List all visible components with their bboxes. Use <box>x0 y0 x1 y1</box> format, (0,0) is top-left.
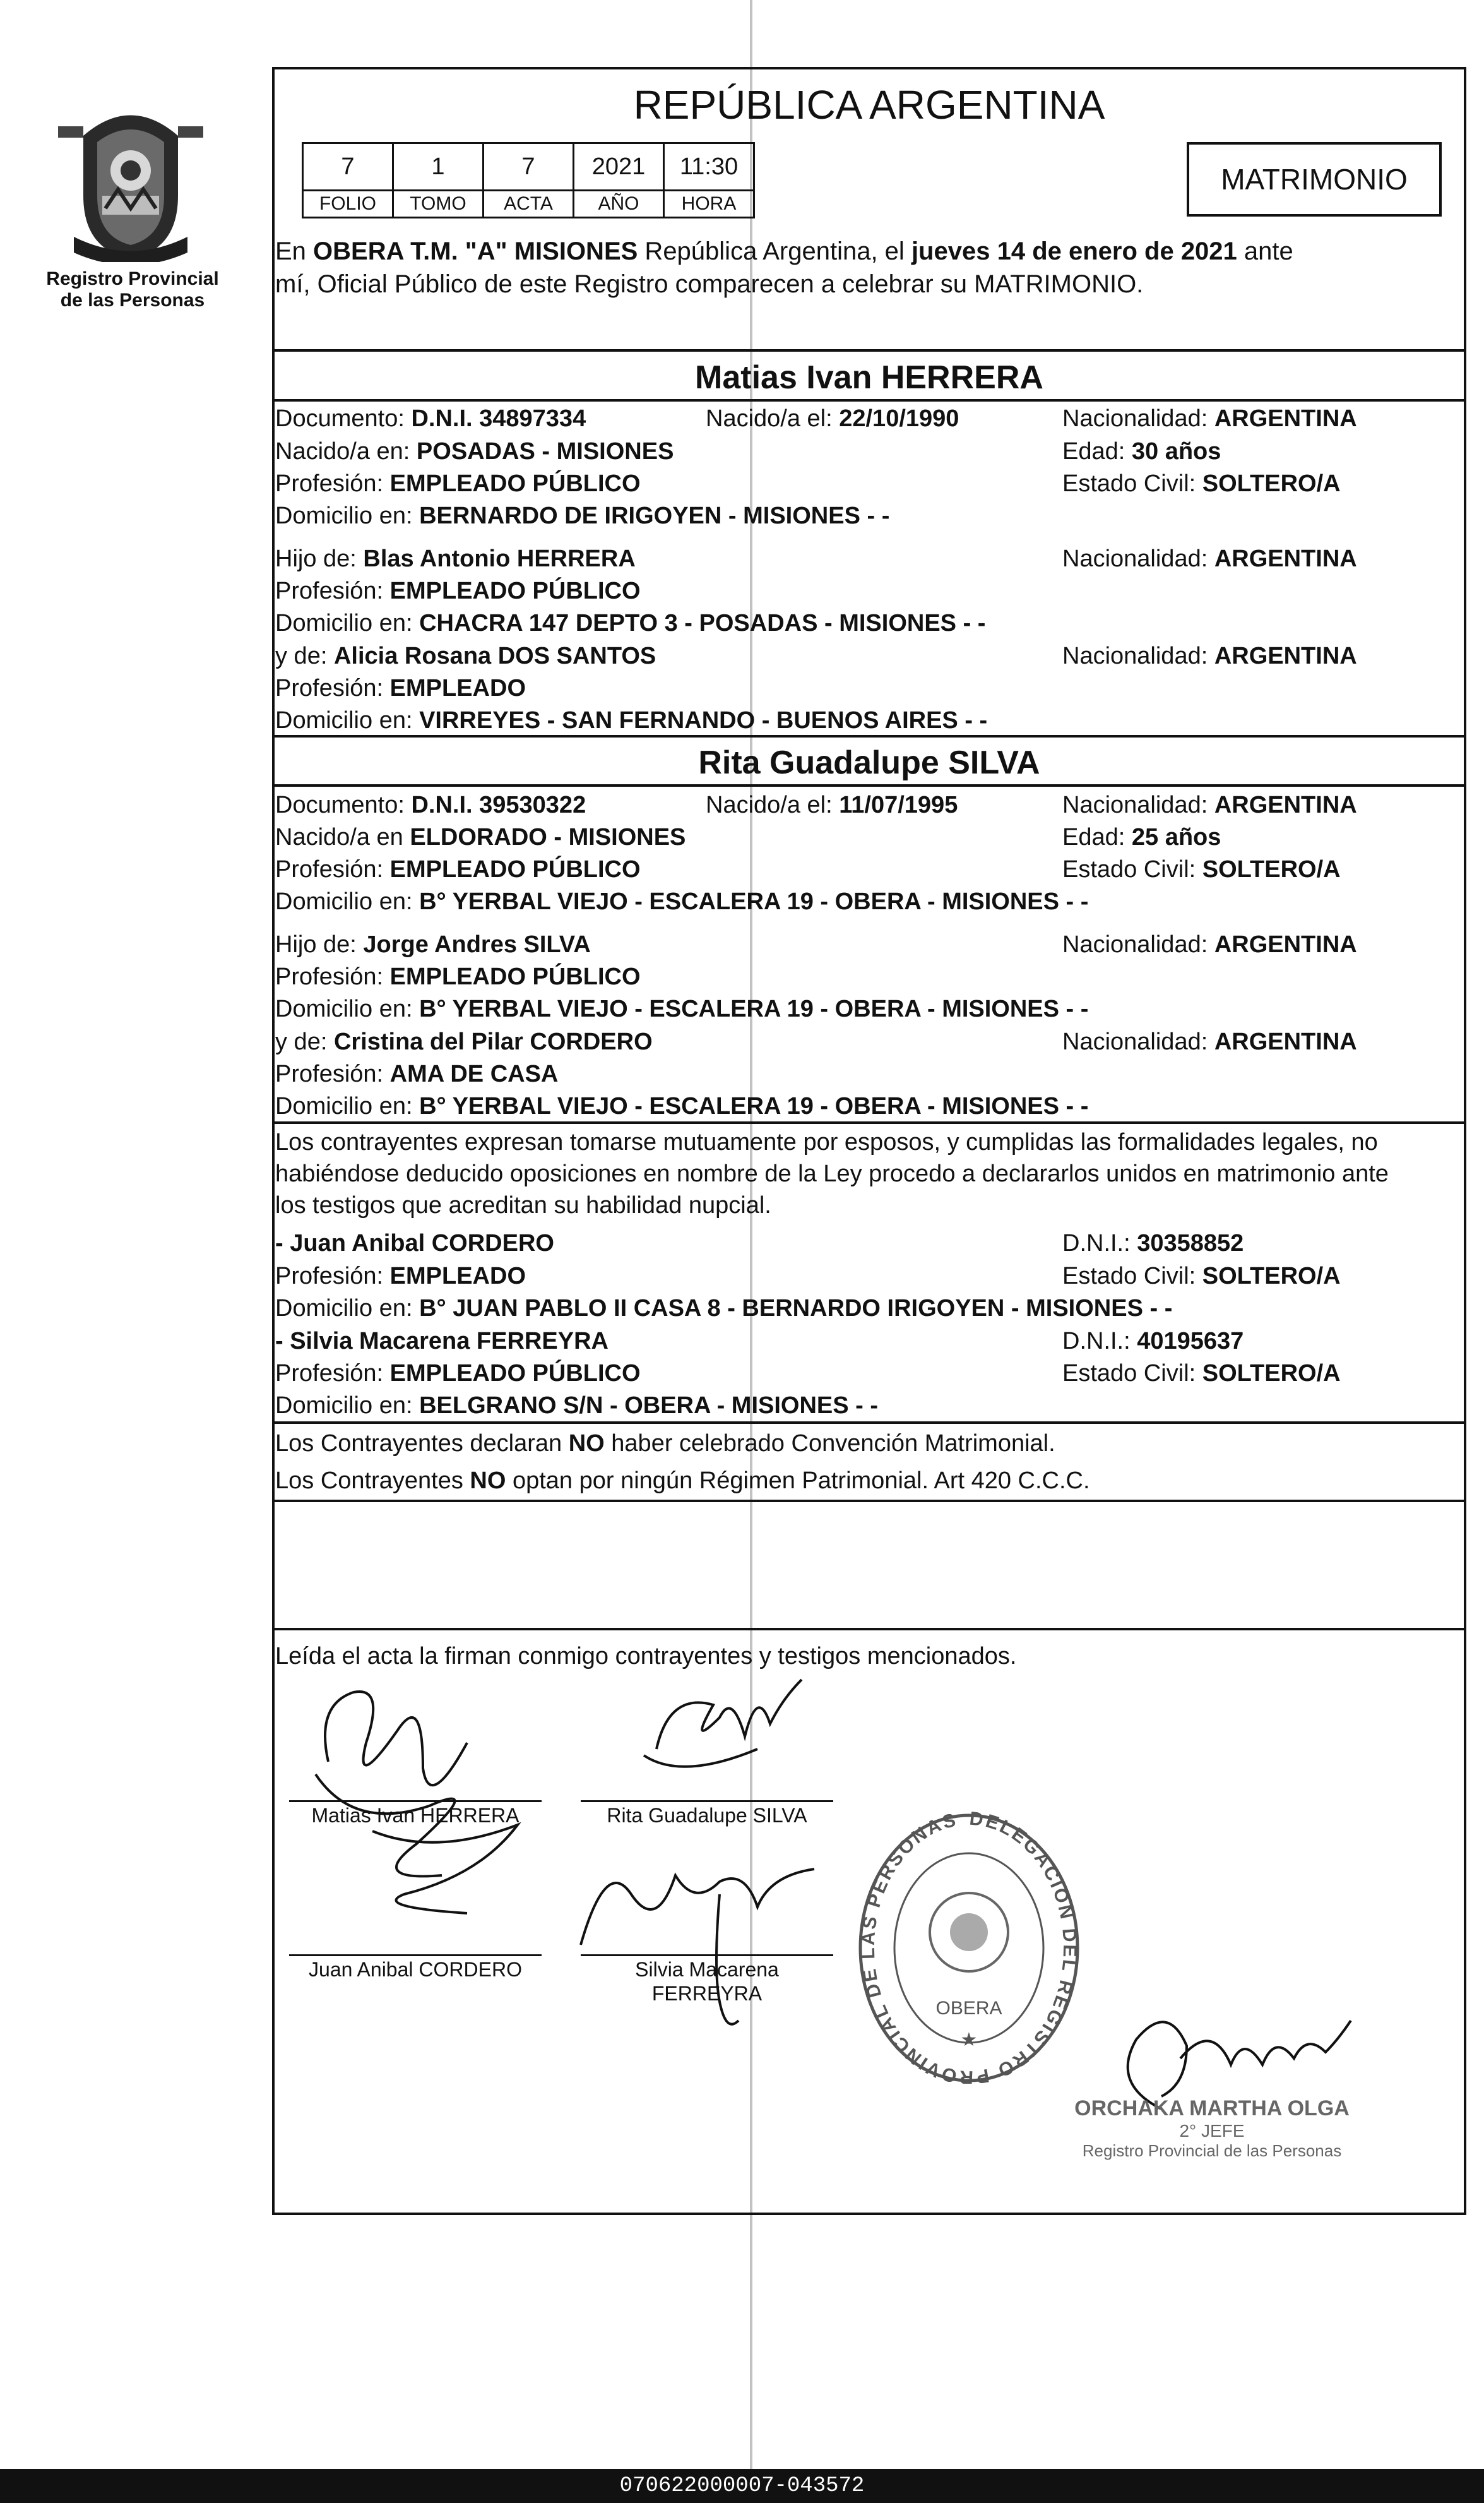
value: EMPLEADO <box>389 1263 526 1289</box>
value: 11/07/1995 <box>839 792 958 818</box>
text: Los Contrayentes declaran <box>275 1430 569 1457</box>
signature-label-spouse2: Rita Guadalupe SILVA <box>607 1804 807 1827</box>
intro-line-1 <box>275 237 1293 266</box>
value: B° YERBAL VIEJO - ESCALERA 19 - OBERA - MISIONES - - <box>419 996 1089 1022</box>
act-reference-table <box>302 142 755 218</box>
value: SOLTERO/A <box>1202 856 1341 883</box>
signature-line <box>581 1954 833 1956</box>
spouse1-name-heading: Matias Ivan HERRERA <box>695 359 1043 396</box>
spouse1-mother-profession <box>275 674 526 703</box>
value: B° JUAN PABLO II CASA 8 - BERNARDO IRIGOYEN - MISIONES - - <box>419 1295 1173 1322</box>
label: Nacido/a el: <box>706 792 840 818</box>
value: - Juan Anibal CORDERO <box>275 1230 554 1257</box>
intro-date: jueves 14 de enero de 2021 <box>911 237 1237 265</box>
tomo-value: 1 <box>393 143 484 191</box>
label: Nacionalidad: <box>1062 792 1214 818</box>
value: EMPLEADO PÚBLICO <box>389 470 641 497</box>
label: Hijo de: <box>275 931 364 958</box>
label: Documento: <box>275 405 412 432</box>
value: ARGENTINA <box>1214 546 1357 572</box>
signature-label-spouse1: Matias Ivan HERRERA <box>311 1804 519 1827</box>
registry-name <box>44 268 221 311</box>
divider <box>272 1500 1466 1502</box>
spouse1-mother <box>275 642 656 671</box>
value: 40195637 <box>1137 1328 1244 1354</box>
spouse1-father-address <box>275 609 985 638</box>
signature-label-witness1: Juan Anibal CORDERO <box>309 1958 522 1981</box>
value: ARGENTINA <box>1214 792 1357 818</box>
value: - Silvia Macarena FERREYRA <box>275 1328 608 1354</box>
hour-value: 11:30 <box>664 143 754 191</box>
spouse2-mother-profession <box>275 1060 558 1089</box>
value: Alicia Rosana DOS SANTOS <box>333 643 656 669</box>
value: Cristina del Pilar CORDERO <box>333 1029 653 1055</box>
spouse2-mother-nationality <box>1062 1027 1357 1056</box>
label: D.N.I.: <box>1062 1230 1137 1257</box>
label: Profesión: <box>275 578 390 604</box>
label: Profesión: <box>275 470 390 497</box>
page-title: REPÚBLICA ARGENTINA <box>633 82 1105 128</box>
witness2-dni <box>1062 1327 1244 1356</box>
value: ARGENTINA <box>1214 405 1357 432</box>
label: Profesión: <box>275 675 390 702</box>
label: Nacionalidad: <box>1062 931 1214 958</box>
witness1-address <box>275 1294 1172 1323</box>
label: Edad: <box>1062 824 1132 851</box>
value: EMPLEADO <box>389 675 526 702</box>
acta-label: ACTA <box>484 191 574 218</box>
spouse2-mother-address <box>275 1092 1088 1121</box>
value: BERNARDO DE IRIGOYEN - MISIONES - - <box>419 503 890 529</box>
witness1-profession <box>275 1262 526 1291</box>
spouse1-father-nationality <box>1062 544 1357 573</box>
witness2-name <box>275 1327 608 1356</box>
stamp-ring-text: DELEGACION DEL REGISTRO PROVINCIAL DE LAS PERSONAS <box>857 1808 1081 2084</box>
divider <box>272 1421 1466 1424</box>
spouse1-profession <box>275 469 641 498</box>
signature-line <box>289 1954 542 1956</box>
value: CHACRA 147 DEPTO 3 - POSADAS - MISIONES - - <box>419 610 986 636</box>
divider <box>272 735 1466 738</box>
label: Profesión: <box>275 1263 390 1289</box>
value: EMPLEADO PÚBLICO <box>389 856 641 883</box>
value: AMA DE CASA <box>389 1061 559 1087</box>
declaration-line-3: los testigos que acreditan su habilidad nupcial. <box>275 1192 771 1219</box>
signature-line <box>581 1800 833 1802</box>
spouse2-nationality <box>1062 791 1357 820</box>
label: Profesión: <box>275 856 390 883</box>
label: Nacionalidad: <box>1062 643 1214 669</box>
spouse2-document <box>275 791 586 820</box>
intro-text: En <box>275 237 314 265</box>
label: Estado Civil: <box>1062 856 1202 883</box>
tomo-label: TOMO <box>393 191 484 218</box>
registry-seal-logo <box>58 101 203 265</box>
spouse2-profession <box>275 855 641 884</box>
label: Domicilio en: <box>275 1295 420 1322</box>
divider <box>272 1121 1466 1124</box>
spouse1-civil-status <box>1062 469 1341 498</box>
label: Nacido/a el: <box>706 405 840 432</box>
spouse1-document <box>275 404 586 433</box>
witness2-address <box>275 1391 878 1420</box>
label: Nacido/a en <box>275 824 410 851</box>
label: Domicilio en: <box>275 503 420 529</box>
officer-name: ORCHAKA MARTHA OLGA <box>1074 2096 1350 2120</box>
value: EMPLEADO PÚBLICO <box>389 964 641 990</box>
label: Estado Civil: <box>1062 1360 1202 1387</box>
spouse2-father <box>275 930 591 959</box>
divider <box>272 1628 1466 1630</box>
value: Jorge Andres SILVA <box>363 931 591 958</box>
value: 22/10/1990 <box>839 405 959 432</box>
declaration-line-1: Los contrayentes expresan tomarse mutuamente por esposos, y cumplidas las formalidades legales, no <box>275 1129 1378 1156</box>
spouse2-civil-status <box>1062 855 1341 884</box>
spouse2-age <box>1062 823 1221 852</box>
signature-label-witness2 <box>581 1957 833 2005</box>
label: D.N.I.: <box>1062 1328 1137 1354</box>
label: Domicilio en: <box>275 1392 420 1419</box>
witness2-civil-status <box>1062 1359 1341 1388</box>
value: B° YERBAL VIEJO - ESCALERA 19 - OBERA - MISIONES - - <box>419 1093 1089 1120</box>
intro-place: OBERA T.M. "A" MISIONES <box>313 237 638 265</box>
divider <box>272 399 1466 402</box>
value: SOLTERO/A <box>1202 1263 1341 1289</box>
label: Estado Civil: <box>1062 470 1202 497</box>
value: SOLTERO/A <box>1202 470 1341 497</box>
witness1-name <box>275 1229 554 1258</box>
value: Blas Antonio HERRERA <box>363 546 636 572</box>
year-value: 2021 <box>574 143 664 191</box>
value: VIRREYES - SAN FERNANDO - BUENOS AIRES - - <box>419 707 988 734</box>
label: Nacido/a en: <box>275 438 417 465</box>
witness1-civil-status <box>1062 1262 1341 1291</box>
registry-name-line2: de las Personas <box>60 290 205 311</box>
label: Nacionalidad: <box>1062 546 1214 572</box>
value: D.N.I. 34897334 <box>411 405 586 432</box>
witness1-dni <box>1062 1229 1244 1258</box>
value: B° YERBAL VIEJO - ESCALERA 19 - OBERA - MISIONES - - <box>419 888 1089 915</box>
year-label: AÑO <box>574 191 664 218</box>
label: Estado Civil: <box>1062 1263 1202 1289</box>
declaration-line-2: habiéndose deducido oposiciones en nombre de la Ley procedo a declararlos unidos en matrimonio ante <box>275 1161 1389 1187</box>
label: Domicilio en: <box>275 1093 420 1120</box>
value: 30 años <box>1131 438 1221 465</box>
label: Domicilio en: <box>275 707 420 734</box>
spouse1-birthdate <box>706 404 959 433</box>
spouse2-birthplace <box>275 823 686 852</box>
act-type-box: MATRIMONIO <box>1187 142 1442 217</box>
official-stamp <box>855 1806 1083 2084</box>
label: y de: <box>275 643 334 669</box>
divider <box>272 784 1466 787</box>
value: 25 años <box>1131 824 1221 851</box>
signature-label-line: FERREYRA <box>651 1982 763 2005</box>
spouse2-father-nationality <box>1062 930 1357 959</box>
label: Domicilio en: <box>275 610 420 636</box>
spouse2-father-address <box>275 995 1088 1024</box>
folio-value: 7 <box>303 143 393 191</box>
label: Profesión: <box>275 1360 390 1387</box>
label: y de: <box>275 1029 334 1055</box>
label: Nacionalidad: <box>1062 1029 1214 1055</box>
text: haber celebrado Convención Matrimonial. <box>604 1430 1055 1457</box>
label: Profesión: <box>275 1061 390 1087</box>
label: Edad: <box>1062 438 1132 465</box>
registry-name-line1: Registro Provincial <box>46 268 219 289</box>
spouse1-nationality <box>1062 404 1357 433</box>
spouse1-mother-address <box>275 706 987 735</box>
witness2-profession <box>275 1359 641 1388</box>
convention-line-2 <box>275 1466 1090 1495</box>
label: Hijo de: <box>275 546 364 572</box>
text: optan por ningún Régimen Patrimonial. Art 420 C.C.C. <box>506 1467 1090 1494</box>
spouse1-mother-nationality <box>1062 642 1357 671</box>
spouse1-father <box>275 544 636 573</box>
stamp-city: OBERA <box>935 1998 1002 2019</box>
value: EMPLEADO PÚBLICO <box>389 578 641 604</box>
value: ELDORADO - MISIONES <box>410 824 686 851</box>
value: SOLTERO/A <box>1202 1360 1341 1387</box>
folio-label: FOLIO <box>303 191 393 218</box>
officer-block <box>1060 2096 1363 2161</box>
hour-label: HORA <box>664 191 754 218</box>
value: BELGRANO S/N - OBERA - MISIONES - - <box>419 1392 879 1419</box>
spouse2-birthdate <box>706 791 958 820</box>
label: Domicilio en: <box>275 888 420 915</box>
document-code-bar: 070622000007-043572 <box>0 2469 1484 2503</box>
value: ARGENTINA <box>1214 643 1357 669</box>
spouse1-birthplace <box>275 437 674 466</box>
spouse1-father-profession <box>275 576 641 606</box>
label: Domicilio en: <box>275 996 420 1022</box>
spouse2-address <box>275 887 1088 916</box>
value: 30358852 <box>1137 1230 1244 1257</box>
value: ARGENTINA <box>1214 931 1357 958</box>
label: Profesión: <box>275 964 390 990</box>
intro-text: ante <box>1237 237 1293 265</box>
signature-label-line: Silvia Macarena <box>635 1958 779 1981</box>
value: ARGENTINA <box>1214 1029 1357 1055</box>
spouse2-name-heading: Rita Guadalupe SILVA <box>698 744 1040 781</box>
signature-line <box>289 1800 542 1802</box>
officer-org: Registro Provincial de las Personas <box>1082 2141 1342 2160</box>
label: Nacionalidad: <box>1062 405 1214 432</box>
star-icon: ★ <box>960 2029 978 2050</box>
spouse2-mother <box>275 1027 653 1056</box>
text: Los Contrayentes <box>275 1467 470 1494</box>
intro-text: República Argentina, el <box>638 237 911 265</box>
emphasis: NO <box>470 1467 506 1494</box>
value: D.N.I. 39530322 <box>411 792 586 818</box>
spouse1-age <box>1062 437 1221 466</box>
closing-statement: Leída el acta la firman conmigo contrayentes y testigos mencionados. <box>275 1643 1017 1670</box>
label: Documento: <box>275 792 412 818</box>
officer-role: 2° JEFE <box>1179 2121 1245 2141</box>
acta-value: 7 <box>484 143 574 191</box>
value: POSADAS - MISIONES <box>416 438 674 465</box>
spouse1-address <box>275 501 889 530</box>
intro-line-2: mí, Oficial Público de este Registro comparecen a celebrar su MATRIMONIO. <box>275 270 1144 298</box>
spouse2-father-profession <box>275 962 641 991</box>
divider <box>272 349 1466 352</box>
convention-line-1 <box>275 1429 1055 1458</box>
value: EMPLEADO PÚBLICO <box>389 1360 641 1387</box>
emphasis: NO <box>568 1430 605 1457</box>
